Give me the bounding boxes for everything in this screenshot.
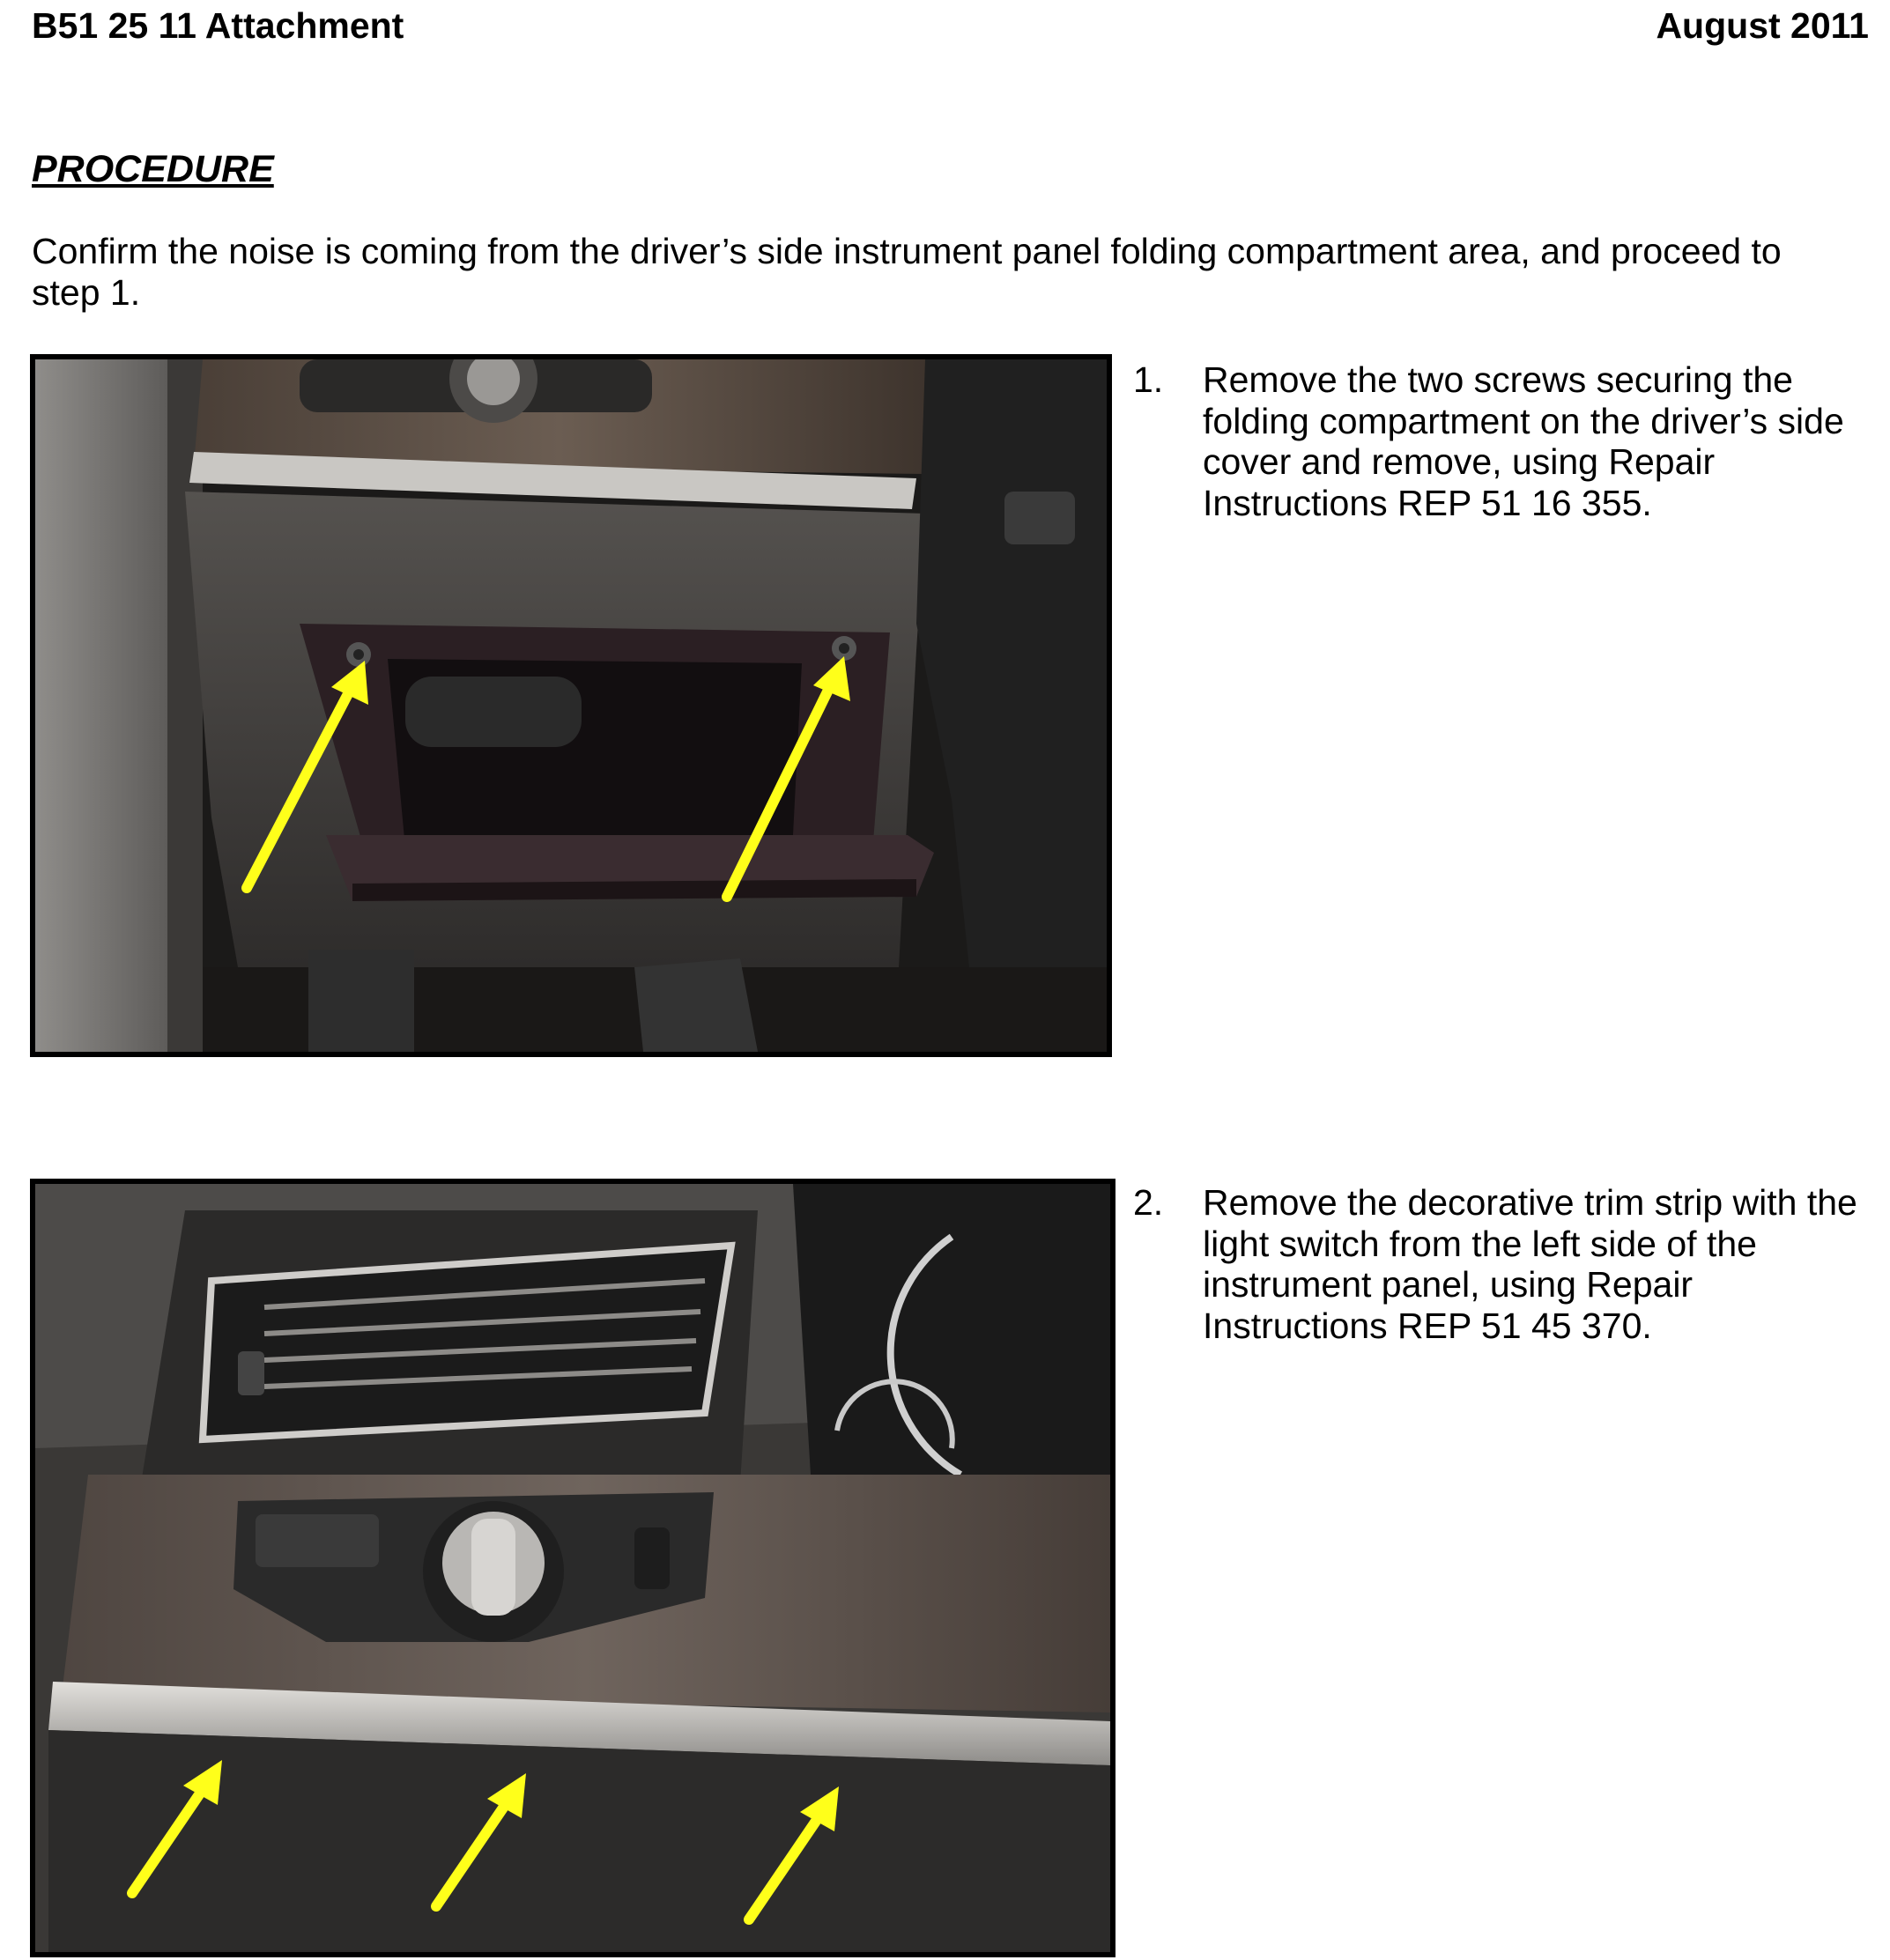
section-heading: PROCEDURE xyxy=(32,148,274,190)
document-id: B51 25 11 Attachment xyxy=(32,5,404,46)
step-number: 1. xyxy=(1133,359,1164,400)
step-text: Remove the two screws securing the folding compartment on the driver’s side cover and remove, using Repair Instructions REP 51 16 355. xyxy=(1203,359,1844,523)
glovebox-photo-icon xyxy=(35,359,1107,1052)
intro-paragraph: Confirm the noise is coming from the driver’s side instrument panel folding compartment area, and proceed to step 1. xyxy=(32,231,1782,313)
document-header xyxy=(32,5,1869,58)
document-date: August 2011 xyxy=(1656,5,1869,46)
step-text: Remove the decorative trim strip with the light switch from the left side of the instrument panel, using Repair Instructions REP 51 45 370. xyxy=(1203,1182,1857,1346)
dashboard-trim-photo-icon xyxy=(35,1184,1110,1952)
step-number: 2. xyxy=(1133,1182,1164,1223)
dashboard-trim-photo xyxy=(30,1179,1115,1957)
glovebox-photo xyxy=(30,354,1112,1057)
